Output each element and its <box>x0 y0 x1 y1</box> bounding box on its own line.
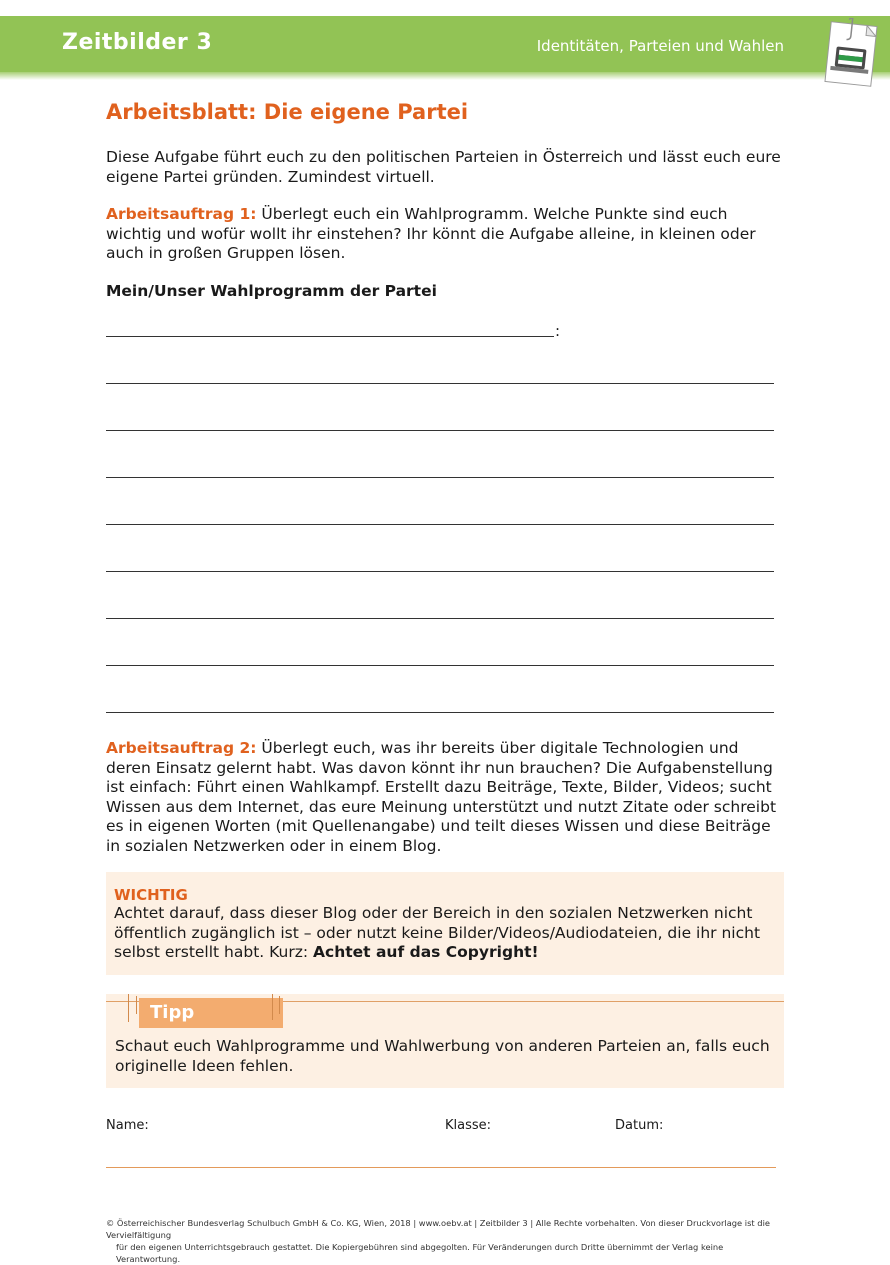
intro-section <box>106 148 786 187</box>
task-1-body: Überlegt euch ein Wahlprogramm. Welche Punkte sind euch wichtig und wofür wollt ihr einstehen? Ihr könnt die Aufgabe alleine, in kleinen oder auch in großen Gruppen lösen. <box>106 205 756 262</box>
footer-line-2: für den eigenen Unterrichtsgebrauch gestattet. Die Kopiergebühren sind abgegolten. Für Veränderungen durch Dritte übernimmt der Verlag keine Verantwortung. <box>116 1242 724 1264</box>
important-body: Achtet darauf, dass dieser Blog oder der Bereich in den sozialen Netzwerken nicht öffentlich zugänglich ist – oder nutzt keine Bilder/Videos/Audiodateien, die ihr nicht selbst erstellt habt. Kurz: <box>114 904 761 961</box>
tip-label: Tipp <box>150 1002 195 1023</box>
important-text <box>114 904 780 963</box>
task-2-text <box>106 739 786 856</box>
program-line[interactable] <box>106 618 774 619</box>
program-line[interactable] <box>106 383 774 384</box>
class-label: Klasse: <box>445 1118 492 1133</box>
document-laptop-icon <box>820 18 882 90</box>
program-heading: Mein/Unser Wahlprogramm der Partei <box>106 282 437 300</box>
important-box <box>106 872 784 975</box>
program-line[interactable] <box>106 524 774 525</box>
task-2 <box>106 739 786 856</box>
program-line[interactable] <box>106 430 774 431</box>
intro-text: Diese Aufgabe führt euch zu den politischen Parteien in Österreich und lässt euch eure eigene Partei gründen. Zumindest virtuell. <box>106 148 781 186</box>
party-name-line[interactable] <box>106 336 554 337</box>
program-line[interactable] <box>106 712 774 713</box>
tip-text: Schaut euch Wahlprogramme und Wahlwerbung von anderen Parteien an, falls euch originelle Ideen fehlen. <box>115 1037 770 1075</box>
footer <box>106 1217 786 1265</box>
tip-tick <box>279 996 280 1014</box>
task-1-text <box>106 205 786 264</box>
copyright-emphasis: Achtet auf das Copyright! <box>313 943 539 961</box>
important-title: WICHTIG <box>114 886 188 904</box>
task-1-label: Arbeitsauftrag 1: <box>106 205 257 223</box>
party-name-colon: : <box>555 322 561 340</box>
tip-tick <box>272 994 273 1020</box>
tip-box <box>106 994 784 1088</box>
signature-line[interactable] <box>106 1167 776 1168</box>
program-line[interactable] <box>106 571 774 572</box>
task-2-body: Überlegt euch, was ihr bereits über digitale Technologien und deren Einsatz gelernt habt. Was davon könnt ihr nun brauchen? Die Aufgabenstellung ist einfach: Führt einen Wahlkampf. Erstellt dazu Beiträge, Texte, Bilder, Videos; sucht Wissen aus dem Internet, das eure Meinung unterstützt und nutzt Zitate oder schreibt es in eigenen Worten (mit Quellenangabe) und teilt dieses Wissen und diese Beiträge in sozialen Netzwerken oder in einem Blog. <box>106 739 777 855</box>
chapter-title: Identitäten, Parteien und Wahlen <box>536 37 784 55</box>
task-1 <box>106 205 786 264</box>
program-line[interactable] <box>106 477 774 478</box>
header-bar-edge <box>0 72 890 80</box>
program-line[interactable] <box>106 665 774 666</box>
series-title: Zeitbilder 3 <box>62 30 213 55</box>
tip-tick <box>136 996 137 1014</box>
tip-tick <box>128 994 129 1022</box>
task-2-label: Arbeitsauftrag 2: <box>106 739 257 757</box>
date-label: Datum: <box>615 1118 664 1133</box>
footer-line-1: © Österreichischer Bundesverlag Schulbuch GmbH & Co. KG, Wien, 2018 | www.oebv.at | Zeitbilder 3 | Alle Rechte vorbehalten. Von dieser Druckvorlage ist die Vervielfältigung <box>106 1218 770 1240</box>
name-label: Name: <box>106 1118 149 1133</box>
page-title: Arbeitsblatt: Die eigene Partei <box>106 100 469 124</box>
